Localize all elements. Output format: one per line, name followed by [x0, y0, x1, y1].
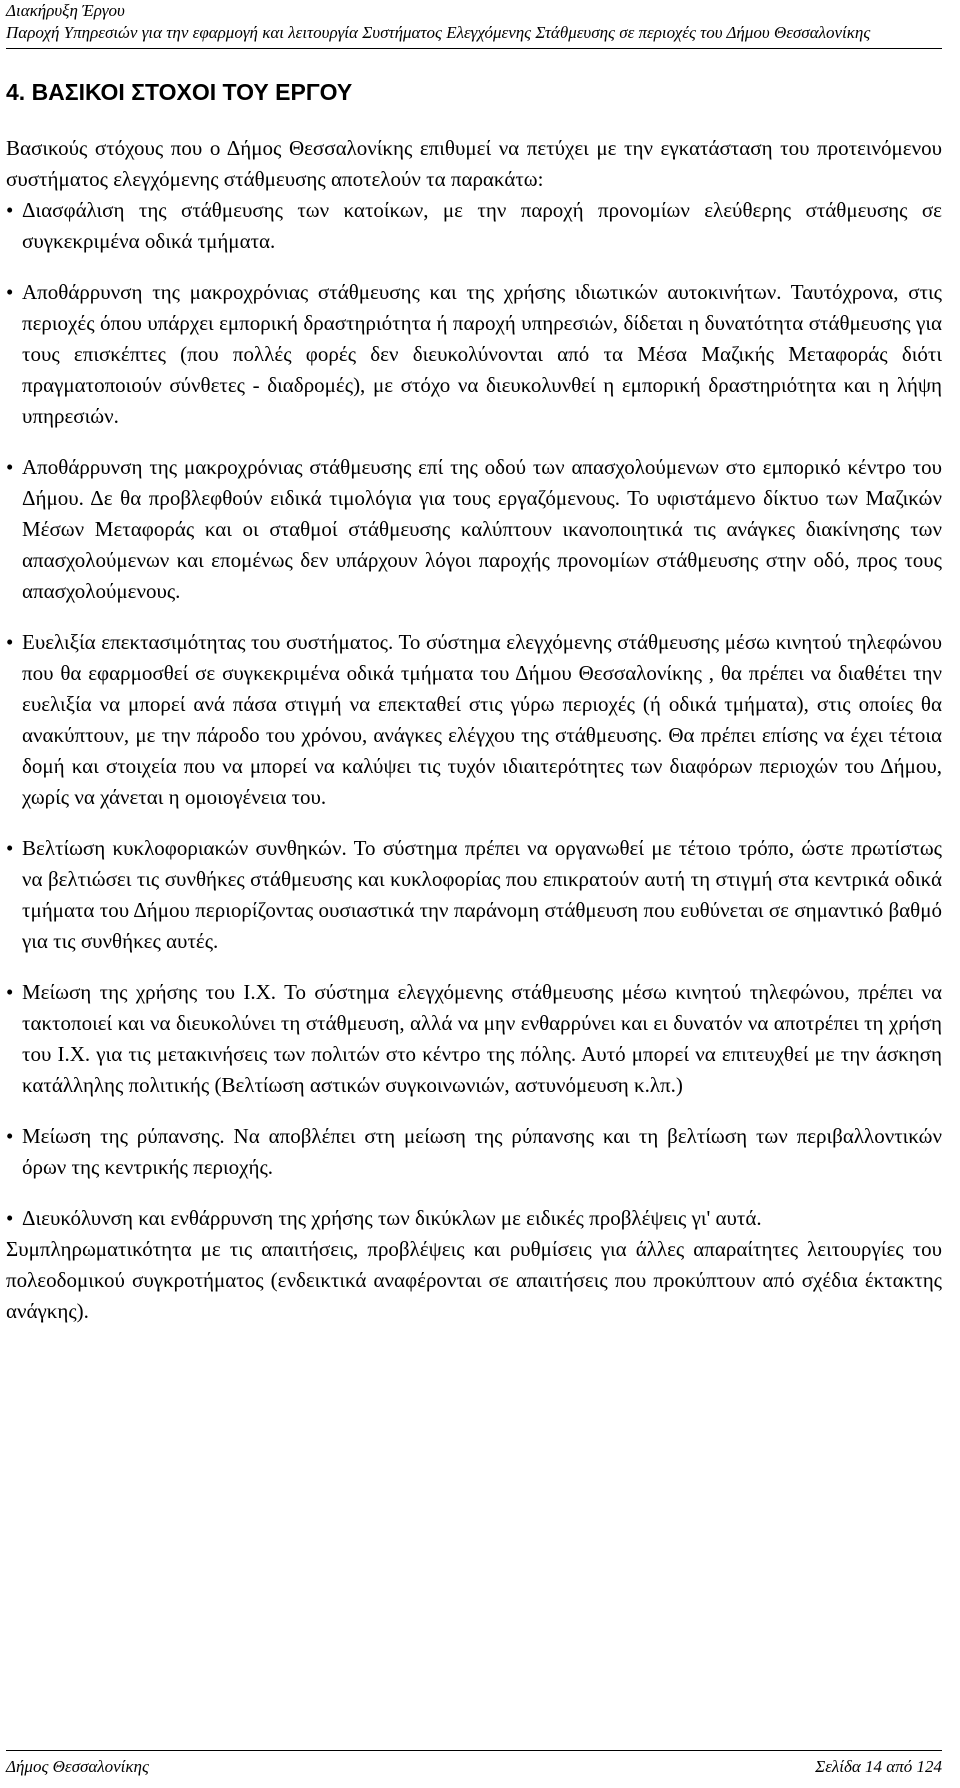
bullet-icon: • — [6, 1124, 14, 1148]
bullet-icon: • — [6, 455, 14, 479]
bullet-item — [6, 833, 942, 957]
bullet-text: Μείωση της χρήσης του Ι.Χ. Το σύστημα ελεγχόμενης στάθμευσης μέσω κινητού τηλεφώνου, πρέπει να τακτοποιεί και να διευκολύνει τη στάθμευση, αλλά να μην ενθαρρύνει και ει δυνατόν να αποτρέπει τη χρήση του Ι.Χ. για τις μετακινήσεις των πολιτών στο κέντρο της πόλης. Αυτό μπορεί να επιτευχθεί με την άσκηση κατάλληλης πολιτικής (Βελτίωση αστικών συγκοινωνιών, αστυνόμευση κ.λπ.) — [22, 980, 942, 1097]
spacer — [6, 1101, 942, 1121]
bullet-icon: • — [6, 980, 14, 1004]
bullet-item — [6, 627, 942, 813]
intro-paragraph: Βασικούς στόχους που ο Δήμος Θεσσαλονίκης επιθυμεί να πετύχει με την εγκατάσταση του προτεινόμενου συστήματος ελεγχόμενης στάθμευσης αποτελούν τα παρακάτω: — [6, 136, 942, 191]
section-heading: 4. ΒΑΣΙΚΟΙ ΣΤΟΧΟΙ ΤΟΥ ΕΡΓΟΥ — [6, 79, 353, 105]
bullet-item — [6, 452, 942, 607]
spacer — [6, 257, 942, 277]
bullet-text: Διασφάλιση της στάθμευσης των κατοίκων, με την παροχή προνομίων ελεύθερης στάθμευσης σε συγκεκριμένα οδικά τμήματα. — [22, 198, 942, 253]
bullet-text: Διευκόλυνση και ενθάρρυνση της χρήσης των δικύκλων με ειδικές προβλέψεις γι' αυτά. — [22, 1206, 762, 1230]
bullet-text: Ευελιξία επεκτασιμότητας του συστήματος. Το σύστημα ελεγχόμενης στάθμευσης μέσω κινητού τηλεφώνου που θα εφαρμοσθεί σε συγκεκριμένα οδικά τμήματα του Δήμου Θεσσαλονίκης , θα πρέπει να διαθέτει την ευελιξία να μπορεί ανά πάσα στιγμή να επεκταθεί στις γύρω περιοχές (ή οδικά τμήματα), στις οποίες θα ανακύπτουν, με την πάροδο του χρόνου, ανάγκες ελέγχου της στάθμευσης. Θα πρέπει επίσης να έχει τέτοια δομή και στοιχεία που να μπορεί να καλύψει τις τυχόν ιδιαιτερότητες των διαφόρων περιοχών του Δήμου, χωρίς να χάνεται η ομοιογένεια του. — [22, 630, 942, 809]
page-header — [6, 0, 942, 44]
bullet-icon: • — [6, 1206, 14, 1230]
main-content — [6, 78, 942, 1327]
bullet-text: Μείωση της ρύπανσης. Να αποβλέπει στη μείωση της ρύπανσης και τη βελτίωση των περιβαλλοντικών όρων της κεντρικής περιοχής. — [22, 1124, 942, 1179]
bullet-text: Βελτίωση κυκλοφοριακών συνθηκών. Το σύστημα πρέπει να οργανωθεί με τέτοιο τρόπο, ώστε πρωτίστως να βελτιώσει τις συνθήκες στάθμευσης και κυκλοφορίας που επικρατούν αυτή τη στιγμή στα κεντρικά οδικά τμήματα του Δήμου περιορίζοντας ουσιαστικά την παράνομη στάθμευση που ευθύνεται σε σημαντικό βαθμό για τις συνθήκες αυτές. — [22, 836, 942, 953]
closing-paragraph: Συμπληρωματικότητα με τις απαιτήσεις, προβλέψεις και ρυθμίσεις για άλλες απαραίτητες λειτουργίες του πολεοδομικού συγκροτήματος (ενδεικτικά αναφέρονται σε απαιτήσεις που προκύπτουν από σχέδια έκτακτης ανάγκης). — [6, 1237, 942, 1323]
header-divider — [6, 48, 942, 49]
page-footer — [6, 1756, 942, 1778]
bullet-text: Αποθάρρυνση της μακροχρόνιας στάθμευσης και της χρήσης ιδιωτικών αυτοκινήτων. Ταυτόχρονα, στις περιοχές όπου υπάρχει εμπορική δραστηριότητα ή παροχή υπηρεσιών, δίδεται η δυνατότητα στάθμευσης για τους επισκέπτες (που πολλές φορές δεν διευκολύνονται από τα Μέσα Μαζικής Μεταφοράς διότι πραγματοποιούν σύνθετες - διαδρομές), με στόχο να διευκολυνθεί η εμπορική δραστηριότητα και η λήψη υπηρεσιών. — [22, 280, 942, 428]
header-subtitle: Παροχή Υπηρεσιών για την εφαρμογή και λειτουργία Συστήματος Ελεγχόμενης Στάθμευσης σε περιοχές του Δήμου Θεσσαλονίκης — [6, 23, 871, 42]
spacer — [6, 607, 942, 627]
bullet-icon: • — [6, 630, 14, 654]
spacer — [6, 813, 942, 833]
bullet-item — [6, 277, 942, 432]
bullet-icon: • — [6, 198, 14, 222]
header-title: Διακήρυξη Έργου — [6, 1, 125, 20]
bullet-item — [6, 977, 942, 1101]
bullet-item — [6, 195, 942, 257]
footer-org: Δήμος Θεσσαλονίκης — [6, 1757, 149, 1776]
bullet-text: Αποθάρρυνση της μακροχρόνιας στάθμευσης επί της οδού των απασχολούμενων στο εμπορικό κέντρο του Δήμου. Δε θα προβλεφθούν ειδικά τιμολόγια για τους εργαζόμενους. Το υφιστάμενο δίκτυο των Μαζικών Μέσων Μεταφοράς και οι σταθμοί στάθμευσης καλύπτουν ικανοποιητικά τις ανάγκες διακίνησης των απασχολούμενων και επομένως δεν υπάρχουν λόγοι παροχής προνομίων στάθμευσης στην οδό, προς τους απασχολούμενους. — [22, 455, 942, 603]
bullet-item — [6, 1121, 942, 1183]
bullet-icon: • — [6, 836, 14, 860]
page-number: Σελίδα 14 από 124 — [815, 1757, 942, 1776]
spacer — [6, 432, 942, 452]
bullet-icon: • — [6, 280, 14, 304]
bullet-item — [6, 1203, 942, 1234]
spacer — [6, 1183, 942, 1203]
spacer — [6, 957, 942, 977]
footer-divider — [6, 1750, 942, 1751]
